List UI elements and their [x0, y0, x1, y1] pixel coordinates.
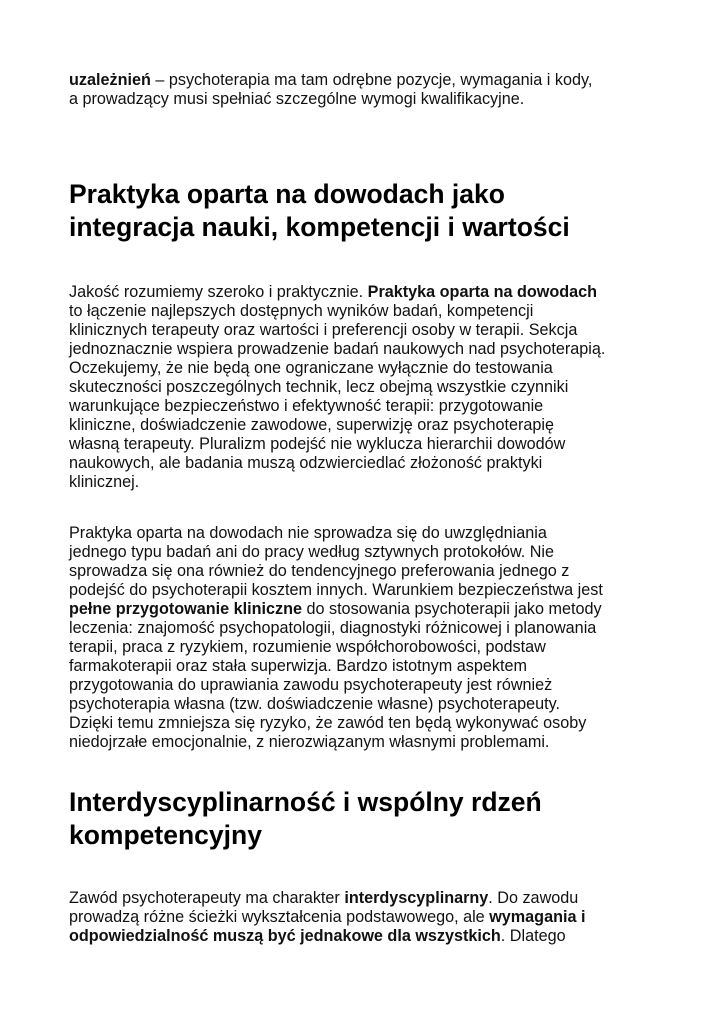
text: do stosowania psychoterapii jako metody [301, 600, 602, 618]
s1p1-line: to łączenie najlepszych dostępnych wyników badań, kompetencji [69, 302, 534, 320]
s1p1-line: skuteczności poszczególnych technik, lecz obejmą wszystkie czynniki [69, 378, 569, 396]
text: prowadzą różne ścieżki wykształcenia podstawowego, ale [69, 908, 490, 926]
s2p1-line [69, 889, 578, 908]
s1p2-line: Dzięki temu zmniejsza się ryzyko, że zawód ten będą wykonywać osoby [69, 714, 587, 732]
s1p2-line: farmakoterapii oraz stała superwizja. Bardzo istotnym aspektem [69, 657, 527, 675]
s2p1-line [69, 927, 566, 946]
bold-term: odpowiedzialność muszą być jednakowe dla wszystkich [69, 927, 501, 945]
s1p1-line: kliniczne, doświadczenie zawodowe, superwizję oraz psychoterapię [69, 416, 554, 434]
s1p2-line: niedojrzałe emocjonalnie, z nierozwiązanym własnymi problemami. [69, 733, 550, 751]
s1p1-line: klinicznych terapeuty oraz wartości i preferencji osoby w terapii. Sekcja [69, 321, 578, 339]
s1p1-line: warunkujące bezpieczeństwo i efektywność terapii: przygotowanie [69, 397, 544, 415]
s1p2-line [69, 600, 602, 619]
s1p1-line: jednoznacznie wspiera prowadzenie badań naukowych nad psychoterapią. [69, 340, 606, 358]
section-heading-1-line-1: Praktyka oparta na dowodach jako [69, 179, 505, 209]
intro-line-1 [69, 71, 592, 90]
text: . Do zawodu [488, 889, 579, 907]
text: . Dlatego [500, 927, 566, 945]
text: Jakość rozumiemy szeroko i praktycznie. [69, 283, 368, 301]
s1p2-line: sprowadza się ona również do tendencyjnego preferowania jednego z [69, 562, 570, 580]
s1p2-line: przygotowania do uprawiania zawodu psychoterapeuty jest również [69, 676, 553, 694]
section-heading-1-line-2: integracja nauki, kompetencji i wartości [69, 212, 570, 242]
s1p1-line: klinicznej. [69, 473, 140, 491]
bold-term: uzależnień [69, 71, 151, 89]
s1p1-line [69, 283, 597, 302]
s1p1-line: naukowych, ale badania muszą odzwierciedlać złożoność praktyki [69, 454, 543, 472]
section-heading-2-line-1: Interdyscyplinarność i wspólny rdzeń [69, 787, 542, 817]
text: Zawód psychoterapeuty ma charakter [69, 889, 345, 907]
bold-term: wymagania i [489, 908, 586, 926]
text: – psychoterapia ma tam odrębne pozycje, wymagania i kody, [150, 71, 593, 89]
s1p2-line: leczenia: znajomość psychopatologii, diagnostyki różnicowej i planowania [69, 619, 597, 637]
s1p1-line: Oczekujemy, że nie będą one ograniczane wyłącznie do testowania [69, 359, 553, 377]
bold-term: pełne przygotowanie kliniczne [69, 600, 302, 618]
bold-term: Praktyka oparta na dowodach [367, 283, 598, 301]
s1p2-line: terapii, praca z ryzykiem, rozumienie współchorobowości, podstaw [69, 638, 546, 656]
bold-term: interdyscyplinarny [344, 889, 489, 907]
s1p2-line: podejść do psychoterapii kosztem innych. Warunkiem bezpieczeństwa jest [69, 581, 603, 599]
s2p1-line [69, 908, 585, 927]
s1p2-line: psychoterapia własna (tzw. doświadczenie własne) psychoterapeuty. [69, 695, 560, 713]
s1p2-line: jednego typu badań ani do pracy według sztywnych protokołów. Nie [69, 543, 555, 561]
s1p1-line: własną terapeuty. Pluralizm podejść nie wyklucza hierarchii dowodów [69, 435, 566, 453]
s1p2-line: Praktyka oparta na dowodach nie sprowadza się do uwzględniania [69, 524, 547, 542]
section-heading-2-line-2: kompetencyjny [69, 820, 262, 850]
intro-line-2: a prowadzący musi spełniać szczególne wymogi kwalifikacyjne. [69, 90, 525, 108]
